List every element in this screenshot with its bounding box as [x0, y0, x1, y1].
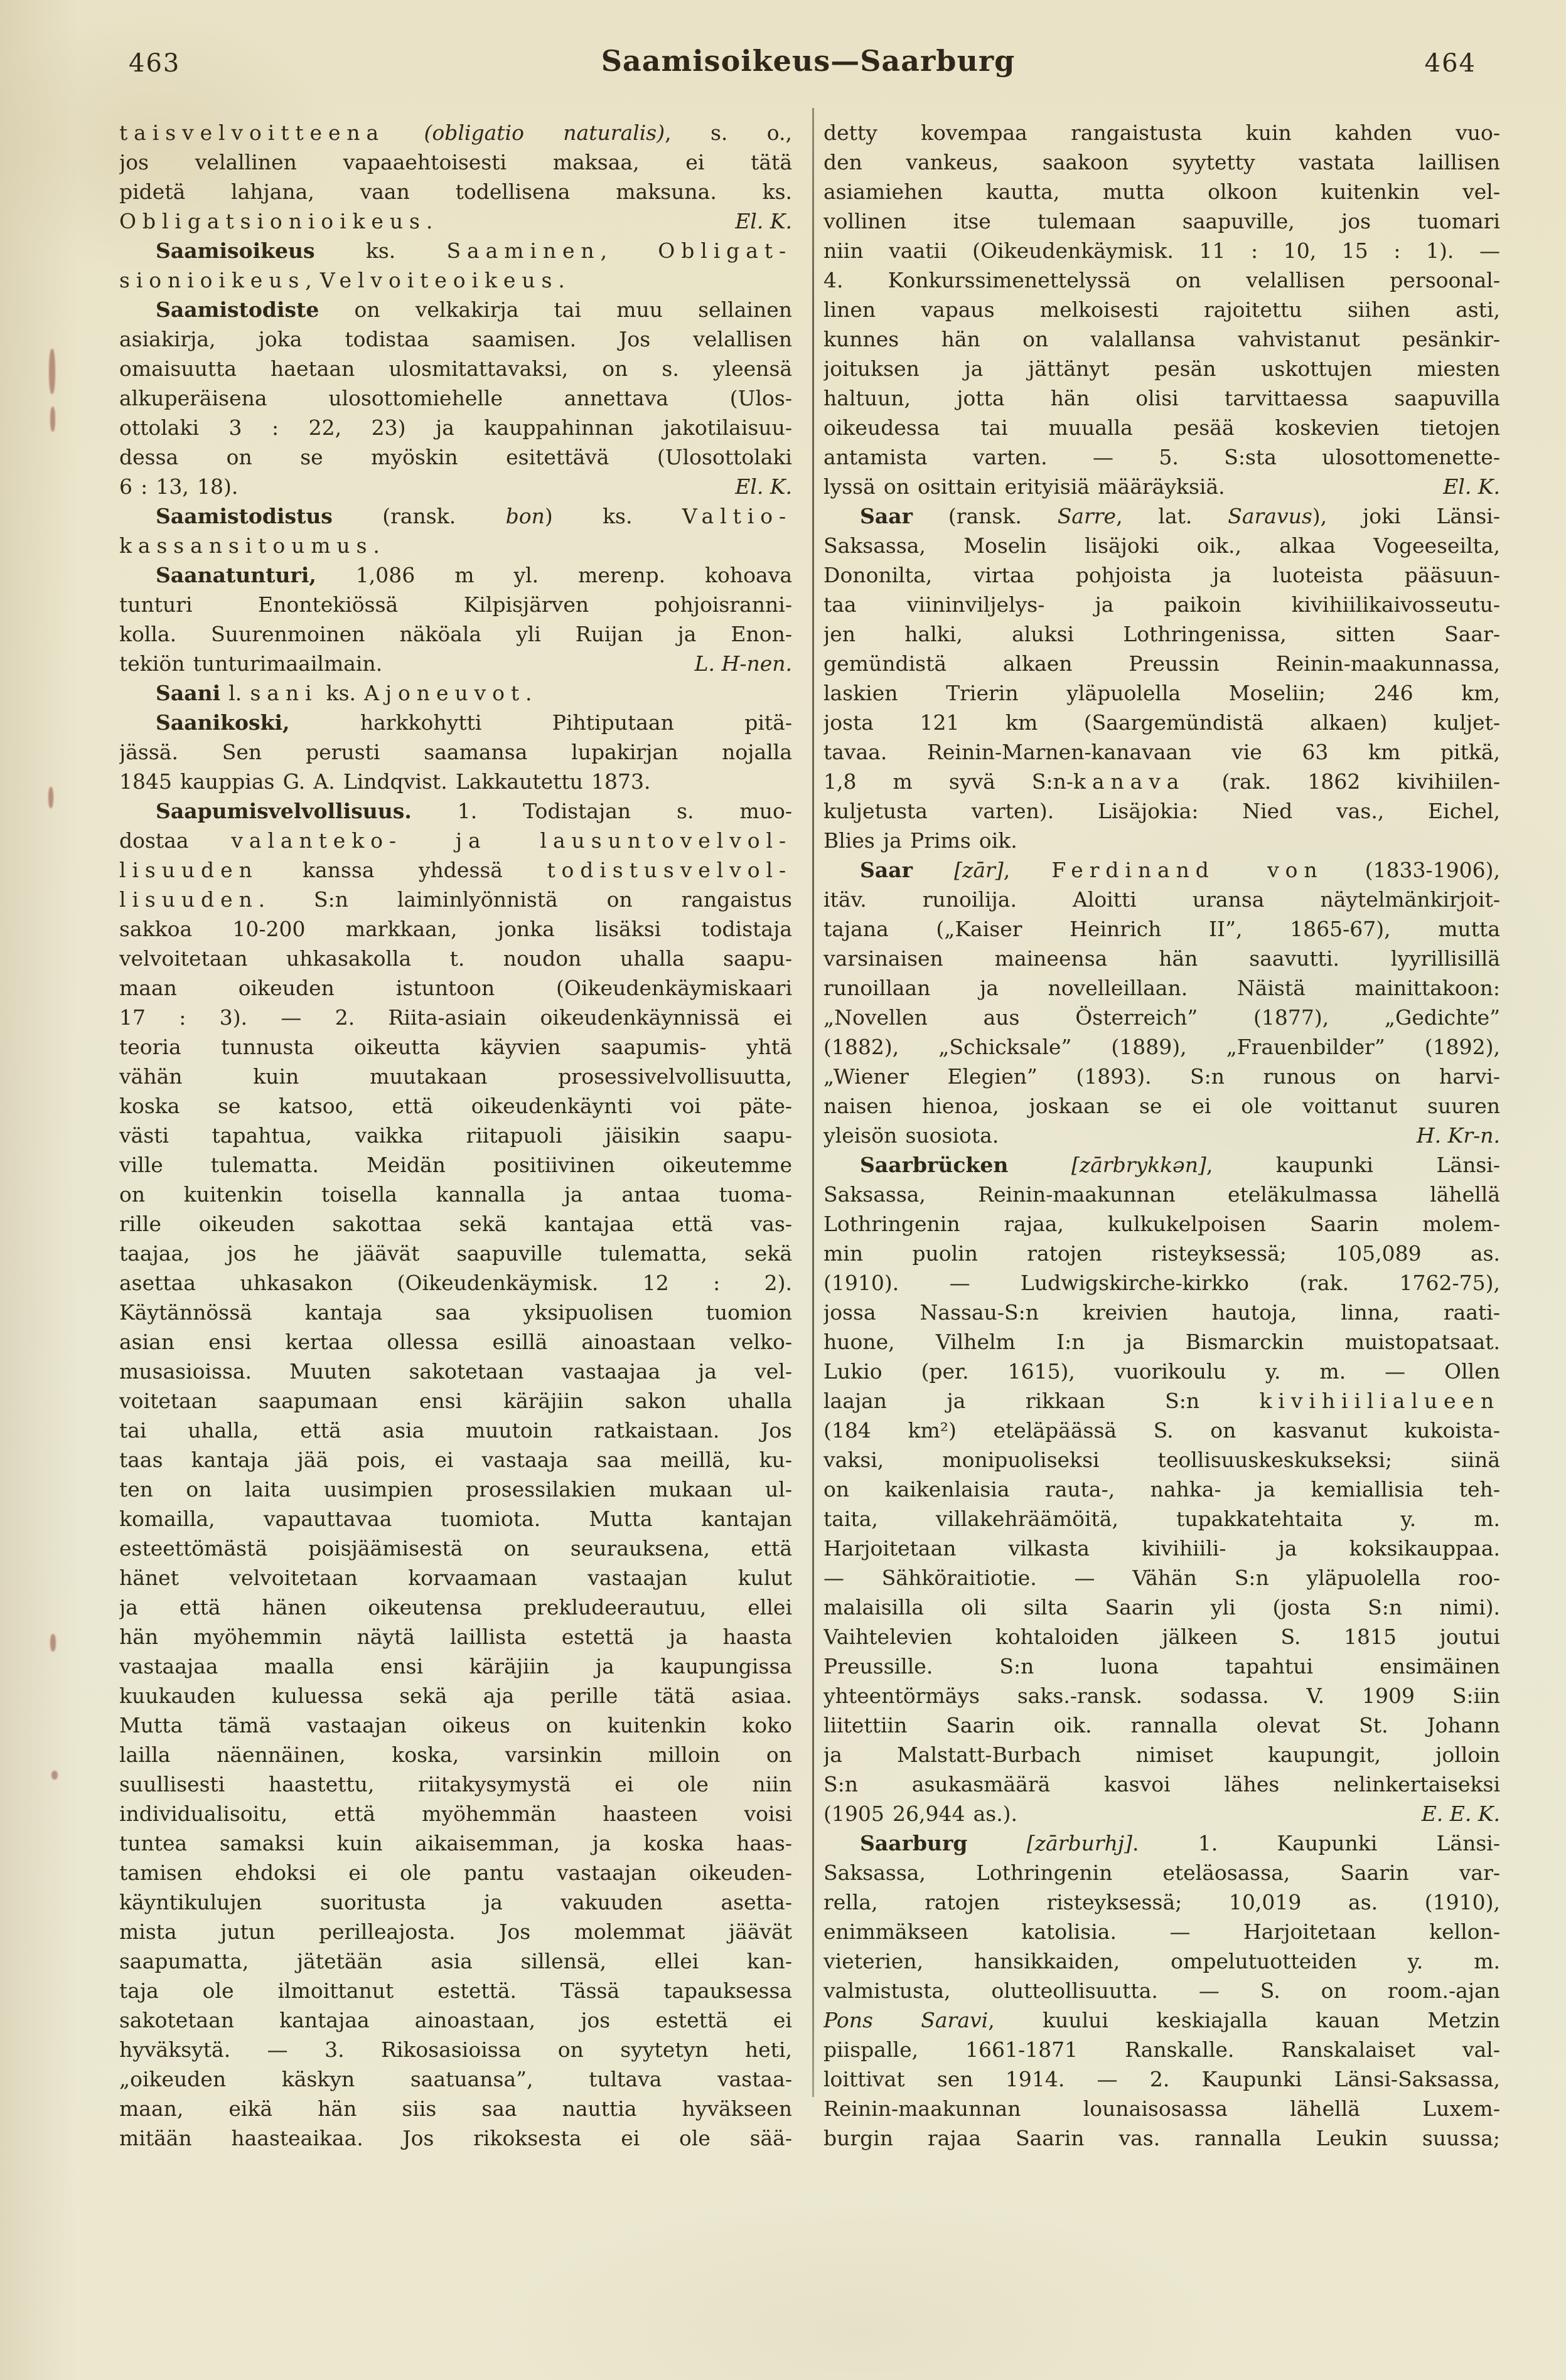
text-line: voitetaan saapumaan ensi käräjiin sakon uhalla: [119, 1389, 792, 1413]
text-line: naisen hienoa, joskaan se ei ole voittanut suuren: [823, 1094, 1500, 1118]
text-line: runoillaan ja novelleillaan. Näistä mainittakoon:: [823, 976, 1500, 1000]
text-line: (184 km²) eteläpäässä S. on kasvanut kukoista-: [823, 1418, 1500, 1443]
page-header: [0, 44, 1566, 82]
text-line: — Sähköraitiotie. — Vähän S:n yläpuolella roo-: [823, 1566, 1500, 1590]
text-line: huone, Vilhelm I:n ja Bismarckin muistopatsaat.: [823, 1330, 1500, 1354]
text-line: Lothringenin rajaa, kulkukelpoisen Saarin molem-: [823, 1212, 1500, 1236]
page-number-left: 463: [129, 49, 181, 78]
scan-artifact: [51, 1771, 58, 1780]
text-line: komailla, vapauttavaa tuomiota. Mutta kantajan: [119, 1507, 792, 1531]
text-line: Blies ja Prims oik.: [823, 828, 1017, 853]
text-line: käyntikulujen suoritusta ja vakuuden asetta-: [119, 1890, 792, 1914]
text-line: loittivat sen 1914. — 2. Kaupunki Länsi-Saksassa,: [823, 2067, 1500, 2091]
text-line: taita, villakehräämöitä, tupakkatehtaita y. m.: [823, 1507, 1500, 1531]
text-line: jen halki, aluksi Lothringenissa, sitten Saar-: [823, 622, 1500, 646]
text-block: [119, 118, 1500, 2153]
text-line: tekiön tunturimaailmain. L. H-nen.: [119, 649, 792, 678]
text-line: joituksen ja jättänyt pesän uskottujen miesten: [823, 356, 1500, 381]
text-line: Saanikoski, harkkohytti Pihtiputaan pitä-: [156, 710, 792, 735]
text-line: detty kovempaa rangaistusta kuin kahden vuo-: [823, 120, 1500, 145]
text-line: Mutta tämä vastaajan oikeus on kuitenkin koko: [119, 1713, 792, 1737]
text-line: Saksassa, Reinin-maakunnan eteläkulmassa lähellä: [823, 1182, 1500, 1207]
text-line: ten on laita uusimpien prosessilakien mukaan ul-: [119, 1477, 792, 1502]
text-line: Saar (ransk. Sarre, lat. Saravus), joki Länsi-: [860, 504, 1500, 528]
text-line: kunnes hän on valallansa vahvistanut pesänkir-: [823, 327, 1500, 351]
text-line: jässä. Sen perusti saamansa lupakirjan nojalla: [119, 740, 792, 764]
text-line: (1910). — Ludwigskirche-kirkko (rak. 1762-75),: [823, 1271, 1500, 1295]
text-line: Saar [zār], Ferdinand von (1833-1906),: [860, 858, 1500, 882]
text-line: vaksi, monipuoliseksi teollisuuskeskukseksi; siinä: [823, 1448, 1500, 1472]
text-line: maan oikeuden istuntoon (Oikeudenkäymiskaari: [119, 976, 792, 1000]
text-line: Obligatsionioikeus. El. K.: [119, 206, 792, 236]
text-line: Harjoitetaan vilkasta kivihiili- ja koksikauppaa.: [823, 1536, 1500, 1561]
text-line: „Novellen aus Österreich” (1877), „Gedichte”: [823, 1005, 1500, 1030]
text-line: musasioissa. Muuten sakotetaan vastaajaa ja vel-: [119, 1359, 792, 1384]
text-line: taajaa, jos he jäävät saapuville tulematta, sekä: [119, 1241, 792, 1266]
text-line: gemündistä alkaen Preussin Reinin-maakunnassa,: [823, 651, 1500, 676]
text-line: burgin rajaa Saarin vas. rannalla Leukin suussa;: [823, 2126, 1500, 2150]
text-line: esteettömästä poisjäämisestä on seurauksena, että: [119, 1536, 792, 1561]
text-line: josta 121 km (Saargemündistä alkaen) kuljet-: [823, 710, 1500, 735]
running-title: Saamisoikeus—Saarburg: [601, 44, 1016, 78]
text-line: tamisen ehdoksi ei ole pantu vastaajan oikeuden-: [119, 1860, 792, 1885]
text-line: Saamistodiste on velkakirja tai muu sellainen: [156, 297, 792, 322]
text-line: (1905 26,944 as.). E. E. K.: [823, 1799, 1500, 1828]
text-line: Lukio (per. 1615), vuorikoulu y. m. — Ollen: [823, 1359, 1500, 1384]
text-line: laskien Trierin yläpuolella Moseliin; 246 km,: [823, 681, 1500, 705]
text-line: „oikeuden käskyn saatuansa”, tultava vastaa-: [119, 2067, 792, 2091]
text-line: asettaa uhkasakon (Oikeudenkäymisk. 12 : 2).: [119, 1271, 792, 1295]
text-line: den vankeus, saakoon syytetty vastata laillisen: [823, 150, 1500, 174]
text-line: on kaikenlaisia rauta-, nahka- ja kemiallisia teh-: [823, 1477, 1500, 1502]
scan-artifact: [50, 407, 55, 432]
text-line: taa viininviljelys- ja paikoin kivihiilikaivosseutu-: [823, 592, 1500, 617]
text-line: kolla. Suurenmoinen näköala yli Ruijan ja Enon-: [119, 622, 792, 646]
text-line: Saksassa, Lothringenin eteläosassa, Saarin var-: [823, 1860, 1500, 1885]
text-line: omaisuutta haetaan ulosmitattavaksi, on s. yleensä: [119, 356, 792, 381]
text-line: tajana („Kaiser Heinrich II”, 1865-67), mutta: [823, 917, 1500, 941]
text-line: (1882), „Schicksale” (1889), „Frauenbilder” (1892),: [823, 1035, 1500, 1059]
text-line: vollinen itse tulemaan saapuville, jos tuomari: [823, 209, 1500, 233]
text-line: taas kantaja jää pois, ei vastaaja saa meillä, ku-: [119, 1448, 792, 1472]
text-line: min puolin ratojen risteyksessä; 105,089 as.: [823, 1241, 1500, 1266]
text-line: valmistusta, olutteollisuutta. — S. on room.-ajan: [823, 1978, 1500, 2003]
text-line: lisuuden kanssa yhdessä todistusvelvol-: [119, 858, 792, 882]
text-line: vähän kuin muutakaan prosessivelvollisuutta,: [119, 1064, 792, 1089]
text-line: teoria tunnusta oikeutta käyvien saapumis- yhtä: [119, 1035, 792, 1059]
text-line: antamista varten. — 5. S:sta ulosottomenette-: [823, 445, 1500, 469]
text-line: asian ensi kertaa ollessa esillä ainoastaan velko-: [119, 1330, 792, 1354]
text-line: hyväksytä. — 3. Rikosasioissa on syytetyn heti,: [119, 2037, 792, 2062]
text-line: ja että hänen oikeutensa prekludeerautuu, ellei: [119, 1595, 792, 1620]
text-line: haltuun, jotta hän olisi tarvittaessa saapuvilla: [823, 386, 1500, 410]
text-line: 1845 kauppias G. A. Lindqvist. Lakkautettu 1873.: [119, 769, 651, 794]
text-line: asiakirja, joka todistaa saamisen. Jos velallisen: [119, 327, 792, 351]
text-line: on kuitenkin toisella kannalla ja antaa tuoma-: [119, 1182, 792, 1207]
author-signature: El. K.: [735, 209, 792, 233]
text-line: kuukauden kuluessa sekä aja perille tätä asiaa.: [119, 1684, 792, 1708]
text-line: ja Malstatt-Burbach nimiset kaupungit, jolloin: [823, 1742, 1500, 1767]
text-line: suullisesti haastettu, riitakysymystä ei ole niin: [119, 1772, 792, 1796]
text-line: hänet velvoitetaan korvaamaan vastaajan kulut: [119, 1566, 792, 1590]
text-line: tunturi Enontekiössä Kilpisjärven pohjoisranni-: [119, 592, 792, 617]
text-line: Vaihtelevien kohtaloiden jälkeen S. 1815 joutui: [823, 1625, 1500, 1649]
text-line: maan, eikä hän siis saa nauttia hyväkseen: [119, 2096, 792, 2121]
text-line: lisuuden. S:n laiminlyönnistä on rangaistus: [119, 887, 792, 912]
text-line: Dononilta, virtaa pohjoista ja luoteista pääsuun-: [823, 563, 1500, 587]
text-line: individualisoitu, että myöhemmän haasteen voisi: [119, 1801, 792, 1826]
text-line: lyssä on osittain erityisiä määräyksiä. El. K.: [823, 472, 1500, 501]
text-line: hän myöhemmin näytä laillista estettä ja haasta: [119, 1625, 792, 1649]
text-line: jossa Nassau-S:n kreivien hautoja, linna, raati-: [823, 1300, 1500, 1325]
text-line: tai uhalla, että asia muutoin ratkaistaan. Jos: [119, 1418, 792, 1443]
text-line: tavaa. Reinin-Marnen-kanavaan vie 63 km pitkä,: [823, 740, 1500, 764]
text-line: Saarburg [zārburhj]. 1. Kaupunki Länsi-: [860, 1831, 1500, 1855]
scan-artifact: [49, 349, 55, 394]
text-line: Saksassa, Moselin lisäjoki oik., alkaa Vogeeseilta,: [823, 533, 1500, 558]
text-line: Saanatunturi, 1,086 m yl. merenp. kohoava: [156, 563, 792, 587]
text-line: 4. Konkurssimenettelyssä on velallisen persoonal-: [823, 268, 1500, 292]
text-line: sakkoa 10-200 markkaan, jonka lisäksi todistaja: [119, 917, 792, 941]
text-line: 17 : 3). — 2. Riita-asiain oikeudenkäynnissä ei: [119, 1005, 792, 1030]
author-signature: El. K.: [735, 474, 792, 499]
text-line: rella, ratojen risteyksessä; 10,019 as. (1910),: [823, 1890, 1500, 1914]
text-line: dostaa valanteko- ja lausuntovelvol-: [119, 828, 792, 853]
text-line: sakotetaan kantajaa ainoastaan, jos estettä ei: [119, 2008, 792, 2032]
text-line: Preussille. S:n luona tapahtui ensimäinen: [823, 1654, 1500, 1678]
author-signature: El. K.: [1443, 474, 1500, 499]
text-line: sionioikeus, Velvoiteoikeus.: [119, 268, 565, 292]
text-line: kassansitoumus.: [119, 533, 380, 558]
text-line: tuntea samaksi kuin aikaisemman, ja koska haas-: [119, 1831, 792, 1855]
text-line: liitettiin Saarin oik. rannalla olevat St. Johann: [823, 1713, 1500, 1737]
text-line: vastaajaa maalla ensi käräjiin ja kaupungissa: [119, 1654, 792, 1678]
text-line: malaisilla oli silta Saarin yli (josta S:n nimi).: [823, 1595, 1500, 1620]
text-line: yleisön suosiota. H. Kr-n.: [823, 1121, 1500, 1150]
text-line: yhteentörmäys saks.-ransk. sodassa. V. 1909 S:iin: [823, 1684, 1500, 1708]
text-line: niin vaatii (Oikeudenkäymisk. 11 : 10, 15 : 1). —: [823, 238, 1500, 263]
author-signature: L. H-nen.: [694, 651, 792, 676]
text-line: lailla näennäinen, koska, varsinkin milloin on: [119, 1742, 792, 1767]
text-line: mitään haasteaikaa. Jos rikoksesta ei ole sää-: [119, 2126, 792, 2150]
text-line: kuljetusta varten). Lisäjokia: Nied vas., Eichel,: [823, 799, 1500, 823]
text-line: taja ole ilmoittanut estettä. Tässä tapauksessa: [119, 1978, 792, 2003]
author-signature: E. E. K.: [1421, 1801, 1500, 1826]
author-signature: H. Kr-n.: [1416, 1123, 1500, 1148]
text-column-right: [823, 118, 1500, 2153]
text-line: rille oikeuden sakottaa sekä kantajaa että vas-: [119, 1212, 792, 1236]
text-line: oikeudessa tai muualla pesää koskevien tietojen: [823, 415, 1500, 440]
text-line: Saarbrücken [zārbrykkən], kaupunki Länsi-: [860, 1153, 1500, 1177]
text-line: koska se katsoo, että oikeudenkäynti voi päte-: [119, 1094, 792, 1118]
text-line: ville tulematta. Meidän positiivinen oikeutemme: [119, 1153, 792, 1177]
text-line: velvoitetaan uhkasakolla t. noudon uhalla saapu-: [119, 946, 792, 971]
text-line: alkuperäisena ulosottomiehelle annettava (Ulos-: [119, 386, 792, 410]
text-line: Käytännössä kantaja saa yksipuolisen tuomion: [119, 1300, 792, 1325]
text-line: vieterien, hansikkaiden, ompelutuotteiden y. m.: [823, 1949, 1500, 1973]
text-line: linen vapaus melkoisesti rajoitettu siihen asti,: [823, 297, 1500, 322]
text-line: Saamisoikeus ks. Saaminen, Obligat-: [156, 238, 792, 263]
text-line: 6 : 13, 18). El. K.: [119, 472, 792, 501]
text-line: mista jutun perilleajosta. Jos molemmat jäävät: [119, 1919, 792, 1944]
text-line: Saani l. sani ks. Ajoneuvot.: [156, 681, 532, 705]
text-line: laajan ja rikkaan S:n kivihiilialueen: [823, 1389, 1500, 1413]
text-line: piispalle, 1661-1871 Ranskalle. Ranskalaiset val-: [823, 2037, 1500, 2062]
text-line: Saapumisvelvollisuus. 1. Todistajan s. muo-: [156, 799, 792, 823]
text-line: Reinin-maakunnan lounaisosassa lähellä Luxem-: [823, 2096, 1500, 2121]
text-line: Pons Saravi, kuului keskiajalla kauan Metzin: [823, 2008, 1500, 2032]
text-line: dessa on se myöskin esitettävä (Ulosottolaki: [119, 445, 792, 469]
scan-artifact: [48, 787, 53, 808]
text-line: 1,8 m syvä S:n-kanava (rak. 1862 kivihiilen-: [823, 769, 1500, 794]
text-line: jos velallinen vapaaehtoisesti maksaa, ei tätä: [119, 150, 792, 174]
text-line: pidetä lahjana, vaan todellisena maksuna. ks.: [119, 179, 792, 204]
text-line: västi tapahtua, vaikka riitapuoli jäisikin saapu-: [119, 1123, 792, 1148]
text-column-left: [119, 118, 792, 2153]
text-line: enimmäkseen katolisia. — Harjoitetaan kellon-: [823, 1919, 1500, 1944]
text-line: itäv. runoilija. Aloitti uransa näytelmänkirjoit-: [823, 887, 1500, 912]
text-line: ottolaki 3 : 22, 23) ja kauppahinnan jakotilaisuu-: [119, 415, 792, 440]
page-number-right: 464: [1424, 49, 1476, 78]
scan-artifact: [50, 1634, 56, 1652]
text-line: varsinaisen maineensa hän saavutti. lyyrillisillä: [823, 946, 1500, 971]
text-line: asiamiehen kautta, mutta olkoon kuitenkin vel-: [823, 179, 1500, 204]
text-line: taisvelvoitteena (obligatio naturalis), s. o.,: [119, 120, 792, 145]
text-line: saapumatta, jätetään asia sillensä, ellei kan-: [119, 1949, 792, 1973]
text-line: Saamistodistus (ransk. bon) ks. Valtio-: [156, 504, 792, 528]
text-line: S:n asukasmäärä kasvoi lähes nelinkertaiseksi: [823, 1772, 1500, 1796]
text-line: „Wiener Elegien” (1893). S:n runous on harvi-: [823, 1064, 1500, 1089]
